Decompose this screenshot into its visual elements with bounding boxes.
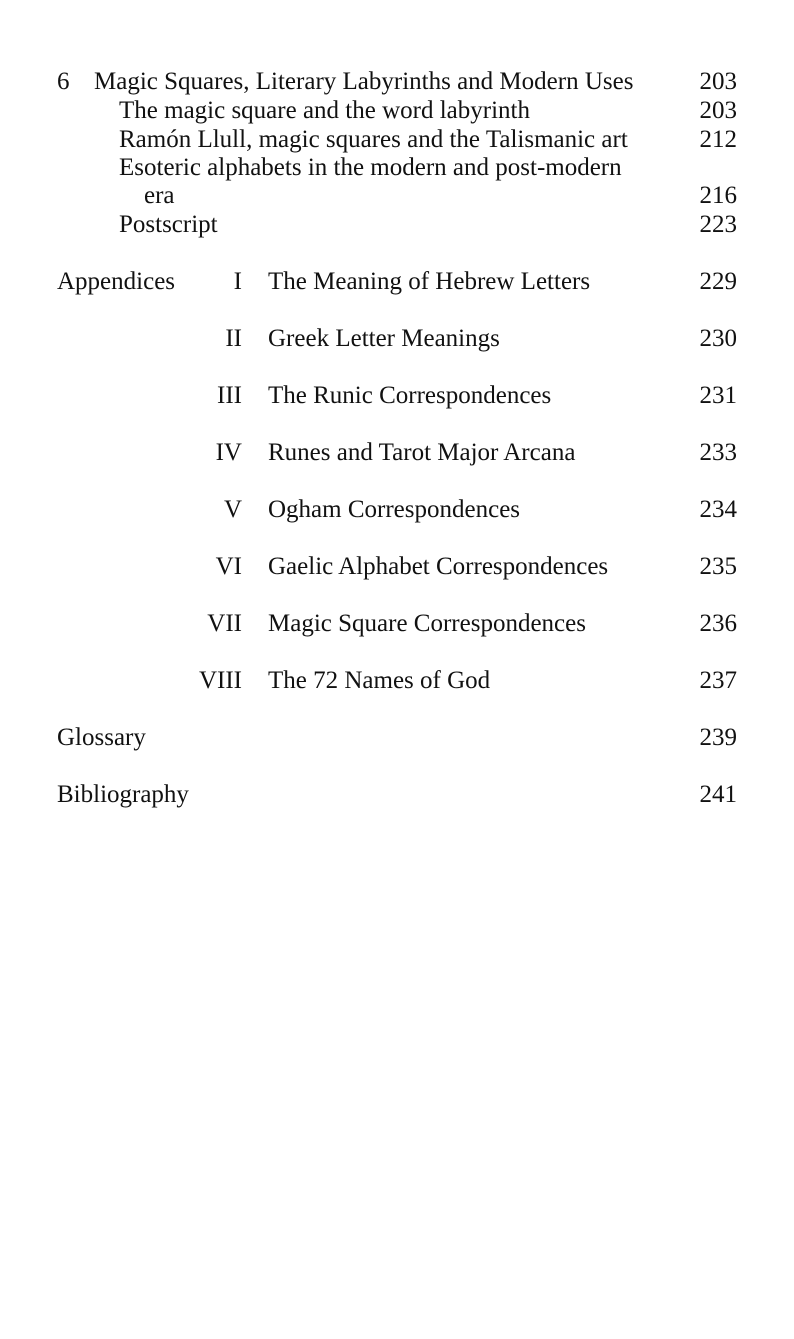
appendix-page: 229 [699, 268, 737, 295]
appendix-numeral: III [217, 382, 242, 409]
appendix-page: 231 [699, 382, 737, 409]
appendix-title: Runes and Tarot Major Arcana [268, 439, 576, 466]
appendices-label: Appendices [57, 268, 176, 295]
appendix-page: 235 [699, 553, 737, 580]
appendix-page: 236 [699, 610, 737, 637]
appendix-title: Gaelic Alphabet Correspondences [268, 553, 609, 580]
appendix-page: 237 [699, 667, 737, 694]
chapter-number: 6 [57, 68, 70, 95]
appendix-numeral: VI [215, 553, 242, 580]
section-page: 216 [699, 182, 737, 209]
chapter-page: 203 [699, 68, 737, 95]
bibliography-title: Bibliography [57, 781, 189, 808]
glossary-title: Glossary [57, 724, 146, 751]
appendix-numeral: VIII [198, 667, 242, 694]
appendix-numeral: IV [215, 439, 242, 466]
appendix-title: Greek Letter Meanings [268, 325, 500, 352]
glossary-page: 239 [699, 724, 737, 751]
section-page: 212 [699, 126, 737, 153]
appendix-numeral: V [223, 496, 242, 523]
appendix-page: 230 [699, 325, 737, 352]
appendix-numeral: VII [207, 610, 242, 637]
appendix-page: 233 [699, 439, 737, 466]
appendix-title: Ogham Correspondences [268, 496, 521, 523]
appendix-numeral: II [225, 325, 242, 352]
appendix-page: 234 [699, 496, 737, 523]
appendix-title: The Meaning of Hebrew Letters [268, 268, 591, 295]
section-title-continuation: era [144, 182, 175, 209]
section-title: Postscript [119, 211, 218, 238]
bibliography-page: 241 [699, 781, 737, 808]
section-title: Esoteric alphabets in the modern and post-modern [119, 154, 622, 181]
appendix-title: The 72 Names of God [268, 667, 491, 694]
chapter-title: Magic Squares, Literary Labyrinths and Modern Uses [94, 68, 634, 95]
appendix-title: The Runic Correspondences [268, 382, 552, 409]
appendix-title: Magic Square Correspondences [268, 610, 586, 637]
appendix-numeral: I [233, 268, 242, 295]
section-title: Ramón Llull, magic squares and the Talismanic art [119, 126, 628, 153]
section-page: 223 [699, 211, 737, 238]
section-page: 203 [699, 97, 737, 124]
section-title: The magic square and the word labyrinth [119, 97, 530, 124]
